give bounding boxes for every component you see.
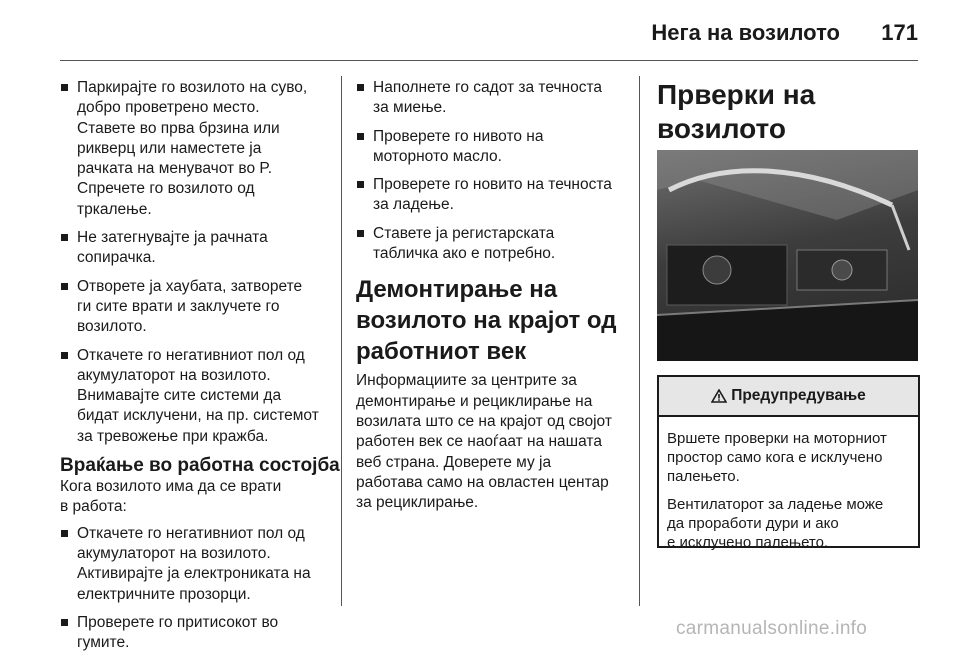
watermark: carmanualsonline.info [676,618,868,639]
storage-steps-list [60,78,336,447]
list-item: Откачете го негативниот пол од акумулаторот на возилото. Активирајте ја електрониката на електричните прозорци. [60,524,336,605]
warning-title: Предупредување [731,387,866,404]
header-rule [60,60,918,61]
warning-paragraph: Вршете проверки на моторниот простор само кога е исклучено палењето. [667,430,887,485]
heading-end-of-life: Демонтирање на возилото на крајот од работниот век [356,276,617,366]
list-item: Наполнете го садот за течноста за миење. [356,78,634,119]
list-item: Ставете ја регистарската табличка ако е потребно. [356,224,634,265]
warning-triangle-icon [711,389,727,403]
running-header-title: Нега на возилото [651,20,840,45]
middle-column [356,78,634,513]
engine-compartment-illustration [657,150,918,361]
warning-header [659,377,918,417]
list-item: Отворете ја хаубата, затворете ги сите врати и заклучете го возилото. [60,277,336,338]
recommissioning-intro: Кога возилото има да се врати в работа: [60,478,282,516]
list-item: Проверете го притисокот во гумите. [60,613,336,654]
end-of-life-paragraph: Информациите за центрите за демонтирање и рециклирање на возилата што се на крајот од својот работен век се наоѓаат на нашата веб страна. Доверете му ја работава само на овластен центар за рециклирање. [356,372,612,512]
list-item: Откачете го негативниот пол од акумулаторот на возилото. Внимавајте сите системи да бидат исклучени, на пр. системот за тревожење при кражба. [60,346,336,447]
left-column [60,78,340,661]
recommissioning-steps-continued [356,78,634,264]
recommissioning-steps-list [60,524,336,654]
warning-paragraph: Вентилаторот за ладење може да проработи дури и ако е исклучено палењето. [667,496,884,551]
list-item: Проверете го нивото на моторното масло. [356,127,634,168]
list-item: Не затегнувајте ја рачната сопирачка. [60,228,336,269]
column-divider-right [639,76,640,606]
warning-body [659,417,918,552]
subheading-recommissioning: Враќање во работна состојба [60,455,340,477]
column-divider-left [341,76,342,606]
warning-box [657,375,920,551]
list-item: Паркирајте го возилото на суво, добро проветрено место. Ставете во прва брзина или рикверц или наместете ја рачката на менувачот во P. Спречете го возилото од тркалење. [60,78,336,220]
list-item: Проверете го новито на течноста за ладење. [356,175,634,216]
heading-vehicle-checks: Прверки на возилото [657,79,816,144]
page-number: 171 [881,20,918,45]
